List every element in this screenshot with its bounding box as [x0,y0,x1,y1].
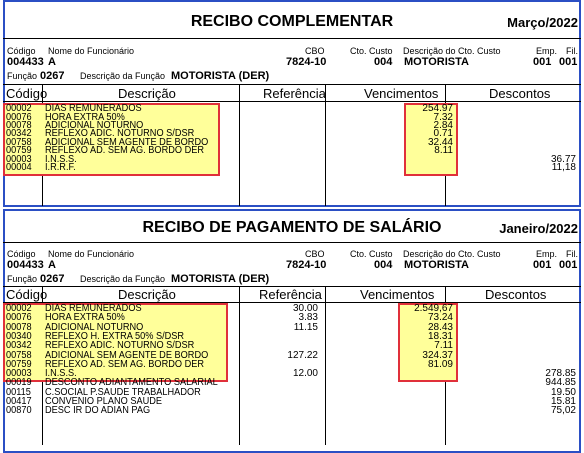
item-vencimento: 28.43 [427,321,453,333]
receipt-complementar [0,0,584,207]
item-code: 00342 [6,128,32,140]
employee-codigo: 004433 [7,56,44,68]
item-code: 00870 [6,405,32,417]
item-code: 00078 [6,321,32,333]
item-desconto: 75,02 [550,405,576,417]
item-description: CONVENIO PLANO SAUDE [45,396,163,407]
col-descricao: Descrição [118,287,176,302]
item-vencimento: 0.71 [433,128,453,140]
item-code: 00417 [6,396,32,407]
item-vencimento: 2.549,67 [414,303,453,314]
item-description: REFLEXO AD. SEM AG. BORDO DER [45,145,205,157]
col-codigo: Código [6,287,48,302]
item-code: 00115 [6,386,31,398]
col-descontos: Descontos [485,287,547,302]
item-description: I.R.R.F. [45,162,76,174]
employee-cbo: 7824-10 [286,56,327,68]
employee-cto: 004 [374,259,393,271]
label-codigo: Código [7,46,36,56]
item-desconto: 15.81 [550,396,576,407]
employee-emp: 001 [533,259,552,271]
item-description: C.SOCIAL P.SAUDE TRABALHADOR [45,386,201,398]
col-referencia: Referência [259,287,322,302]
employee-fil: 001 [559,56,578,68]
item-code: 00340 [6,330,32,342]
receipt-period: Janeiro/2022 [499,221,578,236]
item-code: 00002 [6,303,32,314]
item-code: 00342 [6,340,32,352]
col-descricao: Descrição [118,86,176,101]
item-desconto: 19.50 [550,386,576,398]
item-code: 00759 [6,145,32,157]
receipt-pagamento-salario [0,209,584,445]
column-rule [325,287,326,445]
item-code: 00758 [6,136,32,148]
employee-desc-cto: MOTORISTA [404,56,469,68]
employee-cbo: 7824-10 [286,259,327,271]
col-referencia: Referência [263,86,326,101]
employee-funcao: 0267 [40,273,65,285]
item-code: 00076 [6,111,32,123]
employee-emp: 001 [533,56,552,68]
item-description: REFLEXO H. EXTRA 50% S/DSR [45,330,185,342]
item-vencimento: 8.11 [434,145,453,157]
item-vencimento: 7.32 [433,111,453,123]
item-code: 00003 [6,368,32,380]
receipt-title: RECIBO COMPLEMENTAR [190,13,394,30]
employee-desc-cto: MOTORISTA [404,259,469,271]
item-description: I.N.S.S. [45,368,77,380]
employee-nome: A [48,259,56,271]
label-cto: Cto. Custo [350,249,393,259]
item-description: HORA EXTRA 50% [45,312,125,324]
item-reference: 3.83 [298,312,318,324]
label-desc-cto: Descrição do Cto. Custo [403,249,501,259]
col-descontos: Descontos [489,86,551,101]
label-desc-funcao: Descrição da Função [80,71,166,81]
employee-desc-funcao: MOTORISTA (DER) [171,273,270,285]
item-code: 00003 [6,153,32,165]
employee-fil: 001 [559,259,578,271]
item-description: ADICIONAL SEM AGENTE DE BORDO [45,349,209,361]
label-cbo: CBO [305,249,325,259]
item-description: DIAS REMUNERADOS [45,103,142,114]
col-vencimentos: Vencimentos [360,287,435,302]
receipt-title: RECIBO DE PAGAMENTO DE SALÁRIO [142,219,442,236]
label-funcao: Função [7,71,38,81]
item-code: 00076 [6,312,32,324]
employee-funcao: 0267 [40,70,65,82]
item-description: I.N.S.S. [45,153,77,165]
item-vencimento: 73.24 [427,312,453,324]
column-rule [325,85,326,206]
item-vencimento: 18.31 [427,330,453,342]
item-description: REFLEXO ADIC. NOTURNO S/DSR [45,340,195,352]
label-cbo: CBO [305,46,325,56]
item-vencimento: 32.44 [427,136,453,148]
item-vencimento: 81.09 [427,358,453,370]
item-desconto: 11,18 [551,162,576,174]
divider [3,38,581,39]
item-vencimento: 254.97 [422,103,453,114]
item-vencimento: 324.37 [422,349,453,361]
label-fil: Fil. [566,249,578,259]
label-nome: Nome do Funcionário [48,249,135,259]
item-description: ADICIONAL NOTURNO [45,321,144,333]
employee-cto: 004 [374,56,393,68]
item-reference: 11.15 [293,321,318,333]
item-description: REFLEXO ADIC. NOTURNO S/DSR [45,128,195,140]
receipt-period: Março/2022 [507,15,578,30]
employee-desc-funcao: MOTORISTA (DER) [171,70,270,82]
label-emp: Emp. [536,249,558,259]
label-fil: Fil. [566,46,578,56]
label-nome: Nome do Funcionário [48,46,135,56]
item-code: 00078 [6,119,32,131]
item-vencimento: 2.84 [433,119,453,131]
item-description: DESC IR DO ADIAN PAG [45,405,151,417]
label-emp: Emp. [536,46,558,56]
item-description: REFLEXO AD. SEM AG. BORDO DER [45,358,205,370]
item-desconto: 944.85 [545,377,576,389]
item-code: 00002 [6,103,32,114]
item-desconto: 36.77 [550,153,576,165]
employee-codigo: 004433 [7,259,44,271]
item-reference: 30.00 [292,303,318,314]
divider [3,101,581,102]
item-description: DIAS REMUNERADOS [45,303,142,314]
item-reference: 127.22 [287,349,318,361]
item-code: 00758 [6,349,32,361]
item-code: 00759 [6,358,32,370]
label-codigo: Código [7,249,36,259]
divider [3,84,581,85]
item-description: DESCONTO ADIANTAMENTO SALARIAL [45,377,218,389]
label-cto: Cto. Custo [350,46,393,56]
item-code: 00019 [6,377,32,389]
label-desc-funcao: Descrição da Função [80,274,166,284]
item-description: ADICIONAL NOTURNO [45,119,144,131]
col-codigo: Código [6,86,48,101]
col-vencimentos: Vencimentos [364,86,439,101]
item-vencimento: 7.11 [434,340,453,352]
item-description: HORA EXTRA 50% [45,111,125,123]
item-reference: 12.00 [292,368,318,380]
column-rule [239,85,240,206]
employee-nome: A [48,56,56,68]
label-desc-cto: Descrição do Cto. Custo [403,46,501,56]
label-funcao: Função [7,274,38,284]
item-desconto: 278.85 [545,368,576,380]
item-code: 00004 [6,162,32,174]
item-description: ADICIONAL SEM AGENTE DE BORDO [45,136,209,148]
divider [3,242,581,243]
